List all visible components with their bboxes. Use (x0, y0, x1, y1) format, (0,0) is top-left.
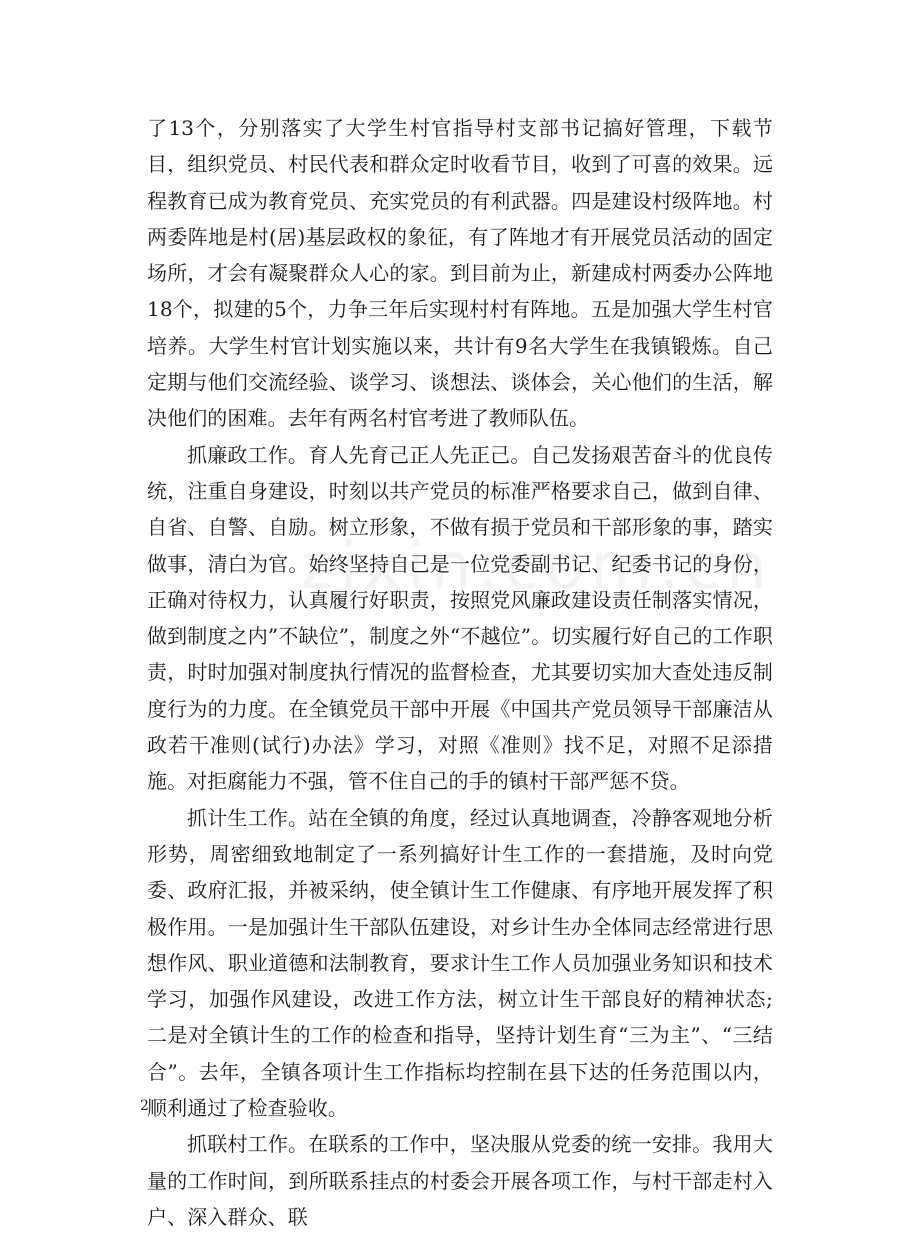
paragraph-anti-corruption: 抓廉政工作。育人先育己正人先正己。自己发扬艰苦奋斗的优良传统，注重自身建设，时刻以共产党员的标准严格要求自己，做到自律、自省、自警、自励。树立形象，不做有损于党员和干部形象的事，踏实做事，清白为官。始终坚持自己是一位党委副书记、纪委书记的身份，正确对待权力，认真履行好职责，按照党风廉政建设责任制落实情况，做到制度之内”不缺位”，制度之外“不越位”。切实履行好自己的工作职责，时时加强对制度执行情况的监督检查，尤其要切实加大查处违反制度行为的力度。在全镇党员干部中开展《中国共产党员领导干部廉洁从政若干准则(试行)办法》学习，对照《准则》找不足，对照不足添措施。对拒腐能力不强，管不住自己的手的镇村干部严惩不贷。 (147, 442, 773, 794)
paragraph-family-planning: 抓计生工作。站在全镇的角度，经过认真地调查，冷静客观地分析形势，周密细致地制定了一系列搞好计生工作的一套措施，及时向党委、政府汇报，并被采纳，使全镇计生工作健康、有序地开展发挥了积极作用。一是加强计生干部队伍建设，对乡计生办全体同志经常进行思想作风、职业道德和法制教育，要求计生工作人员加强业务知识和技术学习，加强作风建设，改进工作方法，树立计生干部良好的精神状态;二是对全镇计生的工作的检查和指导，坚持计划生育“三为主”、“三结合”。去年，全镇各项计生工作指标均控制在县下达的任务范围以内，顺利通过了检查验收。 (147, 805, 773, 1121)
paragraph-continuation: 了13个，分别落实了大学生村官指导村支部书记搞好管理，下载节目，组织党员、村民代表和群众定时收看节目，收到了可喜的效果。远程教育已成为教育党员、充实党员的有利武器。四是建设村级阵地。村两委阵地是村(居)基层政权的象征，有了阵地才有开展党员活动的固定场所，才会有凝聚群众人心的家。到目前为止，新建成村两委办公阵地18个，拟建的5个，力争三年后实现村村有阵地。五是加强大学生村官培养。大学生村官计划实施以来，共计有9名大学生在我镇锻炼。自己定期与他们交流经验、谈学习、谈想法、谈体会，关心他们的生活，解决他们的困难。去年有两名村官考进了教师队伍。 (147, 116, 773, 431)
paragraph-village-liaison: 抓联村工作。在联系的工作中，坚决服从党委的统一安排。我用大量的工作时间，到所联系挂点的村委会开展各项工作，与村干部走村入户、深入群众、联 (147, 1132, 773, 1229)
page-number: 2 (140, 1098, 149, 1114)
body-text (147, 110, 773, 1235)
